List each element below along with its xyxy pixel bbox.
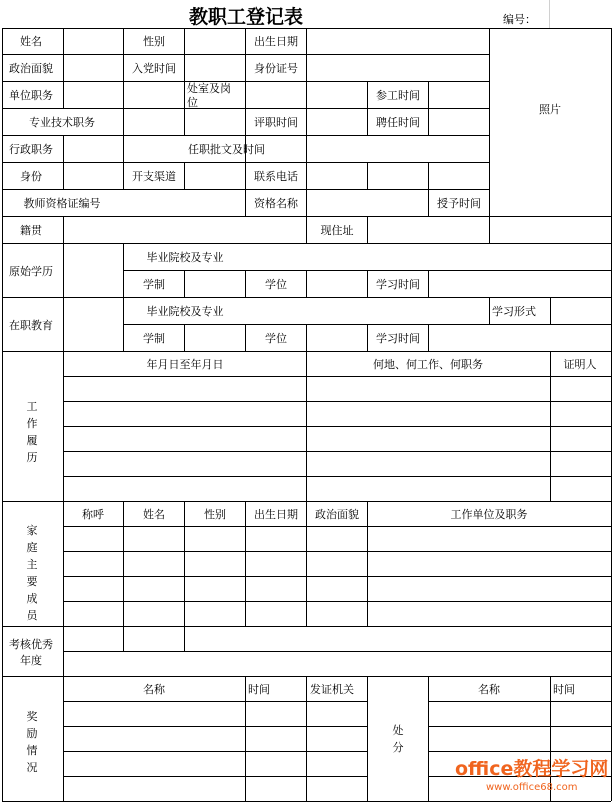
study-form-label: 学习形式 [492, 305, 536, 318]
work-dates-header: 年月日至年月日 [146, 358, 224, 371]
assessment-label-line2: 年度 [20, 654, 42, 667]
assessment-label-line1: 考核优秀 [9, 638, 53, 651]
work-history-label: 工作履历 [26, 400, 38, 464]
in-service-length-label: 学制 [143, 332, 165, 345]
original-education-label: 原始学历 [9, 265, 53, 278]
gender-label: 性别 [143, 35, 165, 48]
award-name-header: 名称 [143, 683, 165, 696]
in-service-degree-label: 学位 [265, 332, 287, 345]
party-join-time-label: 入党时间 [132, 62, 176, 75]
family-unit-header: 工作单位及职务 [450, 508, 528, 521]
original-school-major-label: 毕业院校及专业 [146, 251, 224, 264]
name-label: 姓名 [20, 35, 42, 48]
family-gender-header: 性别 [204, 508, 226, 521]
original-study-time-label: 学习时间 [376, 278, 420, 291]
family-birth-header: 出生日期 [254, 508, 298, 521]
birth-date-label: 出生日期 [254, 35, 298, 48]
original-length-label: 学制 [143, 278, 165, 291]
form-title: 教职工登记表 [188, 6, 304, 28]
cert-name-label: 资格名称 [254, 197, 298, 210]
family-political-header: 政治面貌 [315, 508, 359, 521]
family-label: 家庭主要成员 [26, 524, 38, 622]
office-post-label-line2: 位 [187, 96, 198, 109]
native-place-label: 籍贯 [20, 224, 42, 237]
family-relation-header: 称呼 [82, 508, 104, 521]
watermark-brand: office教程学习网 [455, 758, 609, 780]
punishment-time-header: 时间 [553, 683, 575, 696]
in-service-study-time-label: 学习时间 [376, 332, 420, 345]
grant-time-label: 授予时间 [437, 197, 481, 210]
photo-label: 照片 [539, 103, 561, 116]
witness-header: 证明人 [563, 358, 597, 371]
punishment-label: 处分 [392, 724, 404, 754]
work-start-time-label: 参工时间 [376, 89, 420, 102]
awards-label: 奖励情况 [26, 710, 38, 774]
id-number-label: 身份证号 [254, 62, 298, 75]
current-address-label: 现住址 [320, 224, 354, 237]
serial-label: 编号： [503, 13, 536, 26]
appointment-doc-time-label: 任职批文及时间 [188, 143, 265, 156]
teacher-cert-no-label: 教师资格证编号 [23, 197, 101, 210]
phone-label: 联系电话 [254, 170, 298, 183]
appointment-time-label: 聘任时间 [376, 116, 420, 129]
watermark-url: www.office68.com [486, 782, 578, 793]
evaluation-time-label: 评职时间 [254, 116, 298, 129]
original-degree-label: 学位 [265, 278, 287, 291]
pay-channel-label: 开支渠道 [132, 170, 176, 183]
office-post-label-line1: 处室及岗 [187, 82, 231, 95]
award-issuer-header: 发证机关 [310, 683, 354, 696]
identity-label: 身份 [20, 170, 42, 183]
professional-title-label: 专业技术职务 [29, 116, 95, 129]
in-service-education-label: 在职教育 [9, 319, 53, 332]
political-status-label: 政治面貌 [9, 62, 53, 75]
admin-position-label: 行政职务 [9, 143, 53, 156]
award-time-header: 时间 [248, 683, 270, 696]
work-place-header: 何地、何工作、何职务 [373, 358, 483, 371]
family-name-header: 姓名 [143, 508, 165, 521]
unit-position-label: 单位职务 [9, 89, 53, 102]
punishment-name-header: 名称 [478, 683, 500, 696]
in-service-school-major-label: 毕业院校及专业 [146, 305, 224, 318]
